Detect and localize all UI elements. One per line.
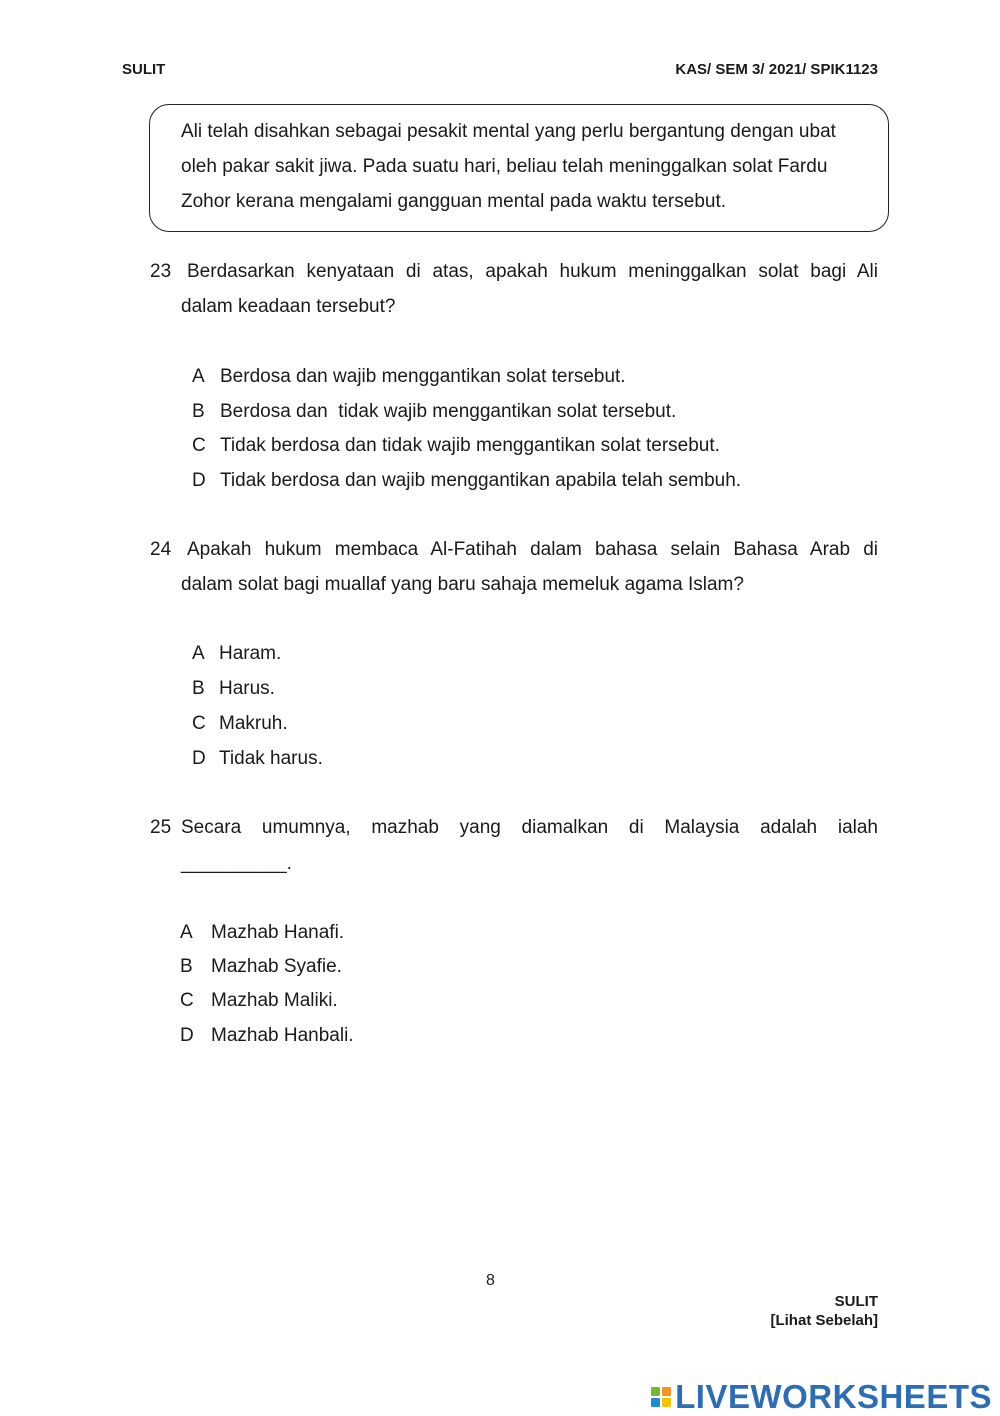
option-text: Tidak harus.: [219, 748, 323, 769]
footer-label: SULIT: [834, 1293, 878, 1310]
logo-block: [651, 1398, 660, 1407]
option-letter: C: [180, 990, 194, 1011]
page-number: 8: [486, 1272, 495, 1289]
option-c[interactable]: [192, 435, 720, 457]
stem-line: Zohor kerana mengalami gangguan mental pada waktu tersebut.: [181, 191, 727, 212]
stem-line: oleh pakar sakit jiwa. Pada suatu hari, beliau telah meninggalkan solat Fardu: [181, 156, 828, 177]
option-letter: D: [192, 470, 206, 491]
question-number: 25: [150, 817, 172, 838]
question-number: 23: [150, 261, 172, 282]
option-c[interactable]: [192, 713, 288, 735]
option-letter: B: [180, 956, 193, 977]
question-text: dalam solat bagi muallaf yang baru sahaja memeluk agama Islam?: [181, 574, 744, 595]
option-d[interactable]: [180, 1025, 354, 1047]
option-text: Mazhab Hanbali.: [211, 1025, 354, 1046]
option-b[interactable]: [180, 956, 342, 978]
option-text: Berdosa dan wajib menggantikan solat tersebut.: [220, 366, 626, 387]
option-a[interactable]: [180, 922, 344, 944]
logo-block: [662, 1387, 671, 1396]
question-text: Berdasarkan kenyataan di atas, apakah hukum meninggalkan solat bagi Ali: [187, 261, 878, 282]
logo-block: [662, 1398, 671, 1407]
logo-text: LIVEWORKSHEETS: [675, 1378, 992, 1415]
option-text: Mazhab Hanafi.: [211, 922, 345, 943]
option-letter: A: [180, 922, 193, 943]
option-text: Mazhab Maliki.: [211, 990, 338, 1011]
option-c[interactable]: [180, 990, 338, 1012]
header-left: SULIT: [122, 61, 166, 78]
option-d[interactable]: [192, 470, 741, 492]
footer-next: [Lihat Sebelah]: [770, 1312, 878, 1329]
option-letter: D: [180, 1025, 194, 1046]
option-a[interactable]: [192, 643, 281, 665]
option-letter: B: [192, 678, 205, 699]
option-letter: B: [192, 401, 205, 422]
option-text: Harus.: [219, 678, 275, 699]
answer-blank[interactable]: __________.: [181, 853, 292, 874]
question-number: 24: [150, 539, 172, 560]
question-text: Apakah hukum membaca Al-Fatihah dalam bahasa selain Bahasa Arab di: [187, 539, 878, 560]
question-text: Secara umumnya, mazhab yang diamalkan di Malaysia adalah ialah: [181, 817, 878, 838]
option-b[interactable]: [192, 401, 676, 423]
liveworksheets-logo: [651, 1378, 992, 1416]
option-letter: C: [192, 435, 206, 456]
option-text: Haram.: [219, 643, 282, 664]
option-d[interactable]: [192, 748, 323, 770]
logo-blocks-icon: [651, 1387, 671, 1407]
option-b[interactable]: [192, 678, 275, 700]
option-text: Mazhab Syafie.: [211, 956, 342, 977]
option-text: Makruh.: [219, 713, 288, 734]
option-letter: A: [192, 366, 205, 387]
option-letter: D: [192, 748, 206, 769]
option-letter: A: [192, 643, 205, 664]
option-text: Tidak berdosa dan tidak wajib menggantikan solat tersebut.: [220, 435, 720, 456]
option-text: Tidak berdosa dan wajib menggantikan apabila telah sembuh.: [220, 470, 742, 491]
option-letter: C: [192, 713, 206, 734]
question-text: dalam keadaan tersebut?: [181, 296, 396, 317]
option-a[interactable]: [192, 366, 626, 388]
logo-block: [651, 1387, 660, 1396]
header-right: KAS/ SEM 3/ 2021/ SPIK1123: [675, 61, 878, 78]
option-text: Berdosa dan tidak wajib menggantikan solat tersebut.: [220, 401, 677, 422]
stem-line: Ali telah disahkan sebagai pesakit mental yang perlu bergantung dengan ubat: [181, 121, 836, 142]
